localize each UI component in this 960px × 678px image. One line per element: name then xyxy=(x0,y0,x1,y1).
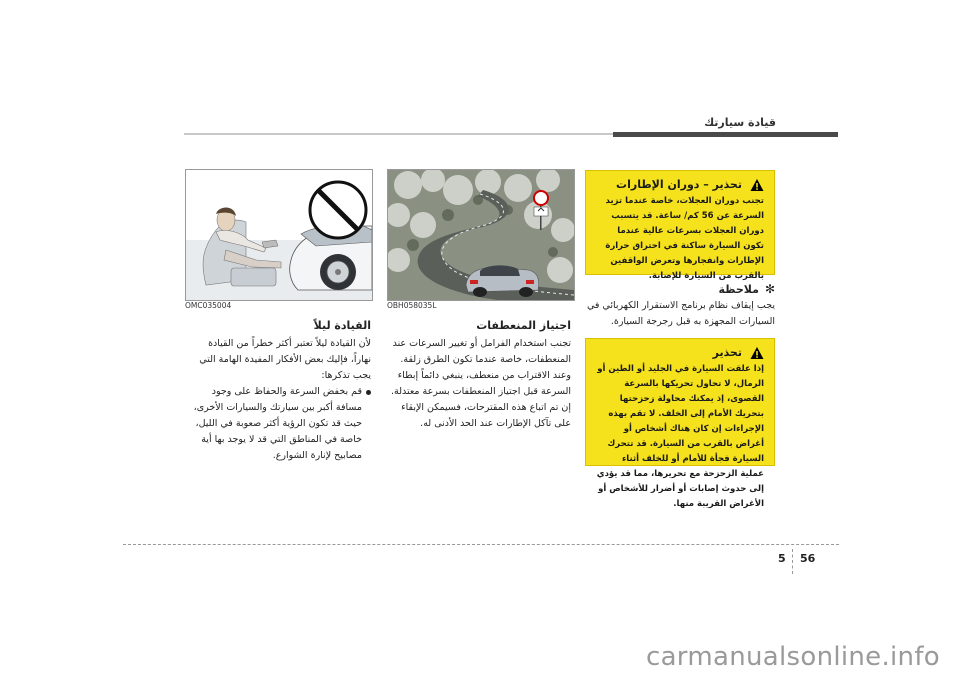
figure-code-label: OBH058035L xyxy=(387,301,437,310)
warning-text: تجنب دوران العجلات، خاصة عندما تزيد السرعة عن 56 كم/ ساعة. قد يتسبب دوران العجلات بسرعات عالية عندما تكون السيارة ساكنة في احتراق حرارة الإطارات وانفجارها وتعرض الواقفين بالقرب من السيارة للإصابة. xyxy=(605,196,764,281)
figure-code-label: OMC035004 xyxy=(185,301,232,310)
warning-title: تحذير – دوران الإطارات xyxy=(616,178,742,191)
night-section xyxy=(185,318,371,464)
notice-text: يجب إيقاف نظام برنامج الاستقرار الكهربائي في السيارات المجهزة به قبل رجرجة السيارة. xyxy=(586,300,775,327)
turns-text: تجنب استخدام الفرامل أو تغيير السرعات عند المنعطفات، خاصة عندما تكون الطرق زلقة. وعند الاقتراب من منعطف، ينبغي دائماً إبطاء السرعة قبل اجتياز المنعطفات بسرعة معتدلة. إن تم اتباع هذه المقترحات، فسيمكن الإبقاء على تآكل الإطارات عند الحد الأدنى له. xyxy=(390,338,571,429)
figure-winding-road xyxy=(387,169,575,301)
no-entry-icon xyxy=(310,182,366,238)
warning-text: إذا علقت السيارة في الجليد أو الطين أو الرمال، لا تحاول تحريكها بالسرعة القصوى، إذ يمكنك محاولة زحزحتها بتحريك الأمام إلى الخلف. لا تقم بهذه الإجراءات إن كان هناك أشخاص أو أغراض بالقرب من السيارة. قد تتحرك السيارة فجأة للأمام أو للخلف أثناء عملية الزحزحة مع تحريرها، مما قد يؤدي إلى حدوث إصابات أو أضرار للأشخاص أو الأغراض القريبة منها. xyxy=(596,364,764,509)
bullet-icon xyxy=(366,390,371,395)
warning-box-wheel-spin xyxy=(585,170,775,281)
section-title: قيادة سيارتك xyxy=(704,116,776,129)
page-number-right: 56 xyxy=(800,552,816,565)
warning-triangle-icon xyxy=(750,178,764,192)
page-number-separator xyxy=(792,549,794,574)
night-heading: القيادة ليلاً xyxy=(313,319,371,332)
watermark: carmanualsonline.info xyxy=(645,642,940,672)
notice-heading xyxy=(718,282,775,296)
warning-header xyxy=(596,345,764,360)
footer-rule xyxy=(123,544,839,545)
page-number-left: 5 xyxy=(778,552,786,565)
winding-road-illustration xyxy=(388,170,574,300)
night-text: لأن القيادة ليلاً تعتبر أكثر خطراً من القيادة نهاراً، فإليك بعض الأفكار المفيدة الهامة التي يجب تذكرها: xyxy=(199,338,371,381)
header-accent-bar xyxy=(613,132,838,137)
warning-header xyxy=(596,177,764,192)
night-driving-illustration xyxy=(186,170,372,300)
warning-triangle-icon xyxy=(750,346,764,360)
notice-title: ملاحظة xyxy=(718,282,759,296)
warning-title: تحذير xyxy=(712,346,742,359)
warning-box-stuck xyxy=(585,338,775,509)
notice-text-block xyxy=(583,298,775,330)
turns-section xyxy=(385,318,571,432)
notice-star-icon: ✻ xyxy=(764,282,775,296)
turns-heading: اجتياز المنعطفات xyxy=(476,319,571,332)
figure-night-driving xyxy=(185,169,373,301)
night-bullet-text: قم بخفض السرعة والحفاظ على وجود مسافة أكبر بين سيارتك والسيارات الأخرى، حيث قد تكون الرؤية أكثر صعوبة في الليل، خاصة في المناطق التي قد لا يوجد بها أية مصابيح لإنارة الشوارع. xyxy=(193,386,362,461)
night-bullet-item xyxy=(185,384,371,464)
